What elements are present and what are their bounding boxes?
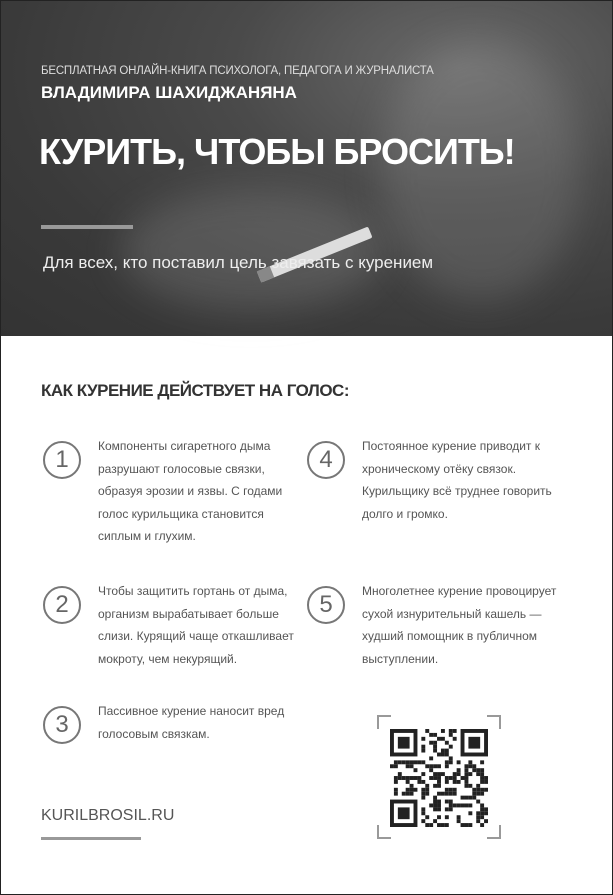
text-line: Курильщику всё труднее говорить (362, 484, 552, 498)
text-line: сухой изнурительный кашель — (362, 606, 542, 621)
page-title: КУРИТЬ, ЧТОБЫ БРОСИТЬ! (39, 131, 515, 172)
text-line: образуя эрозии и язвы. С годами (98, 484, 283, 498)
text-line: слизи. Курящий чаще откашливает (98, 629, 294, 643)
text-line: Многолетнее курение провоцирует (362, 584, 557, 598)
text-line: хроническому отёку связок. (362, 461, 517, 476)
number-circle-icon: 4 (307, 441, 345, 479)
item-text (362, 580, 562, 670)
qr-code[interactable] (390, 729, 488, 827)
text-line: выступлении. (362, 651, 439, 666)
text-line: Пассивное курение наносит вред (98, 704, 285, 718)
item-text (362, 435, 562, 525)
author-name: ВЛАДИМИРА ШАХИДЖАНЯНА (41, 83, 297, 102)
number-circle-icon: 3 (43, 706, 81, 744)
text-line: мокроту, чем некурящий. (98, 651, 238, 666)
text-line: долго и громко. (362, 506, 448, 521)
smoke-image (121, 191, 381, 311)
text-line: голосовым связкам. (98, 726, 210, 741)
number-circle-icon: 1 (43, 441, 81, 479)
number-circle-icon: 5 (307, 586, 345, 624)
text-line: Чтобы защитить гортань от дыма, (98, 584, 288, 598)
number-circle-icon: 2 (43, 586, 81, 624)
text-line: организм вырабатывает больше (98, 606, 279, 621)
book-subtitle: БЕСПЛАТНАЯ ОНЛАЙН-КНИГА ПСИХОЛОГА, ПЕДАГОГА И ЖУРНАЛИСТА (41, 65, 434, 77)
text-line: сиплым и глухим. (98, 529, 196, 543)
text-line: голос курильщика становится (98, 506, 264, 521)
divider (41, 837, 141, 840)
text-line: Постоянное курение приводит к (362, 439, 541, 453)
section-title: КАК КУРЕНИЕ ДЕЙСТВУЕТ НА ГОЛОС: (41, 381, 349, 400)
item-text (98, 580, 298, 670)
divider (41, 225, 133, 229)
hero-banner (1, 1, 612, 336)
text-line: разрушают голосовые связки, (98, 461, 265, 476)
website-link[interactable]: KURILBROSIL.RU (41, 807, 175, 824)
text-line: худший помощник в публичном (362, 629, 538, 643)
item-text (98, 435, 298, 548)
text-line: Компоненты сигаретного дыма (98, 439, 271, 453)
item-text (98, 700, 298, 745)
tagline: Для всех, кто поставил цель завязать с курением (43, 253, 434, 272)
